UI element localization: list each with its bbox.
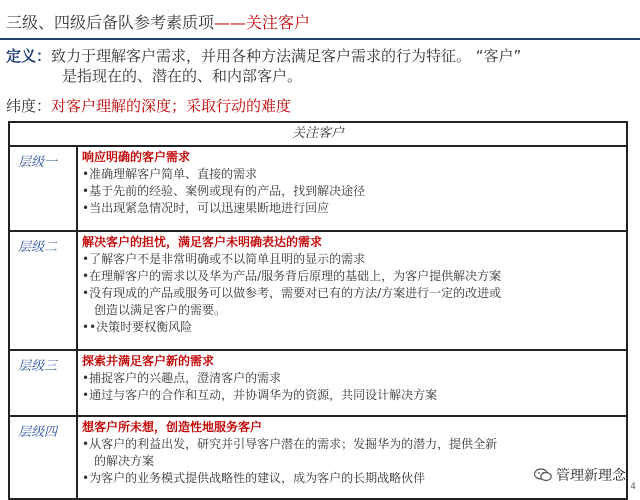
page-number: 4 (630, 482, 636, 492)
dimension-block (6, 95, 291, 116)
level-bullet: •捕捉客户的兴趣点，澄清客户的需求 (82, 371, 282, 385)
level-label: 层级二 (10, 232, 78, 349)
level-bullet: ••决策时要权衡风险 (82, 320, 193, 334)
level-bullet: •在理解客户的需求以及华为产品/服务背后原理的基础上，为客户提供解决方案 (82, 269, 502, 283)
level-bullet: •从客户的利益出发，研究并引导客户潜在的需求；发掘华为的潜力，提供全新 (82, 437, 498, 451)
table-row-level-2 (10, 232, 626, 351)
level-content (82, 353, 622, 404)
level-content (82, 149, 622, 217)
watermark (534, 465, 626, 485)
level-label: 层级一 (10, 147, 78, 230)
competency-table (8, 121, 628, 500)
title-accent: 关注客户 (246, 13, 311, 32)
definition-block (6, 46, 634, 86)
level-label: 层级三 (10, 351, 78, 415)
level-heading: 探索并满足客户新的需求 (82, 354, 215, 368)
level-heading: 响应明确的客户需求 (82, 150, 191, 164)
table-row-level-4 (10, 417, 626, 498)
level-heading: 想客户所未想，创造性地服务客户 (82, 420, 263, 434)
level-bullet: •准确理解客户简单、直接的需求 (82, 167, 258, 181)
dimension-label: 纬度： (6, 97, 52, 115)
table-row-level-1 (10, 147, 626, 232)
level-content (82, 234, 622, 336)
page-title (6, 10, 310, 33)
level-bullet-continuation: 的解决方案 (94, 454, 155, 468)
level-bullet: •了解客户不是非常明确或不以简单且明的显示的需求 (82, 252, 366, 266)
title-divider (0, 38, 640, 40)
dimension-value: 对客户理解的深度；采取行动的难度 (51, 97, 292, 115)
level-heading: 解决客户的担忧，满足客户未明确表达的需求 (82, 235, 323, 249)
level-bullet: •通过与客户的合作和互动，并协调华为的资源，共同设计解决方案 (82, 388, 438, 402)
definition-line1: 致力于理解客户需求，并用各种方法满足客户需求的行为特征。 “客户” (51, 47, 522, 65)
table-header: 关注客户 (10, 123, 626, 147)
level-bullet: •当出现紧急情况时，可以迅速果断地进行回应 (82, 201, 330, 215)
level-label: 层级四 (10, 417, 78, 498)
definition-line2: 是指现在的、潜在的、和内部客户。 (62, 67, 303, 85)
wechat-icon (534, 468, 552, 482)
level-bullet: •为客户的业务模式提供战略性的建议，成为客户的长期战略伙伴 (82, 471, 426, 485)
level-bullet: •没有现成的产品或服务可以做参考，需要对已有的方法/方案进行一定的改进或 (82, 286, 502, 300)
level-bullet: •基于先前的经验、案例或现有的产品，找到解决途径 (82, 184, 366, 198)
definition-label: 定义： (6, 47, 52, 65)
level-bullet-continuation: 创造以满足客户的需要。 (94, 303, 227, 317)
title-bar (0, 0, 640, 40)
table-row-level-3 (10, 351, 626, 417)
title-dash: —— (214, 13, 247, 32)
title-main: 三级、四级后备队参考素质项 (6, 13, 215, 32)
watermark-text: 管理新理念 (556, 468, 626, 484)
